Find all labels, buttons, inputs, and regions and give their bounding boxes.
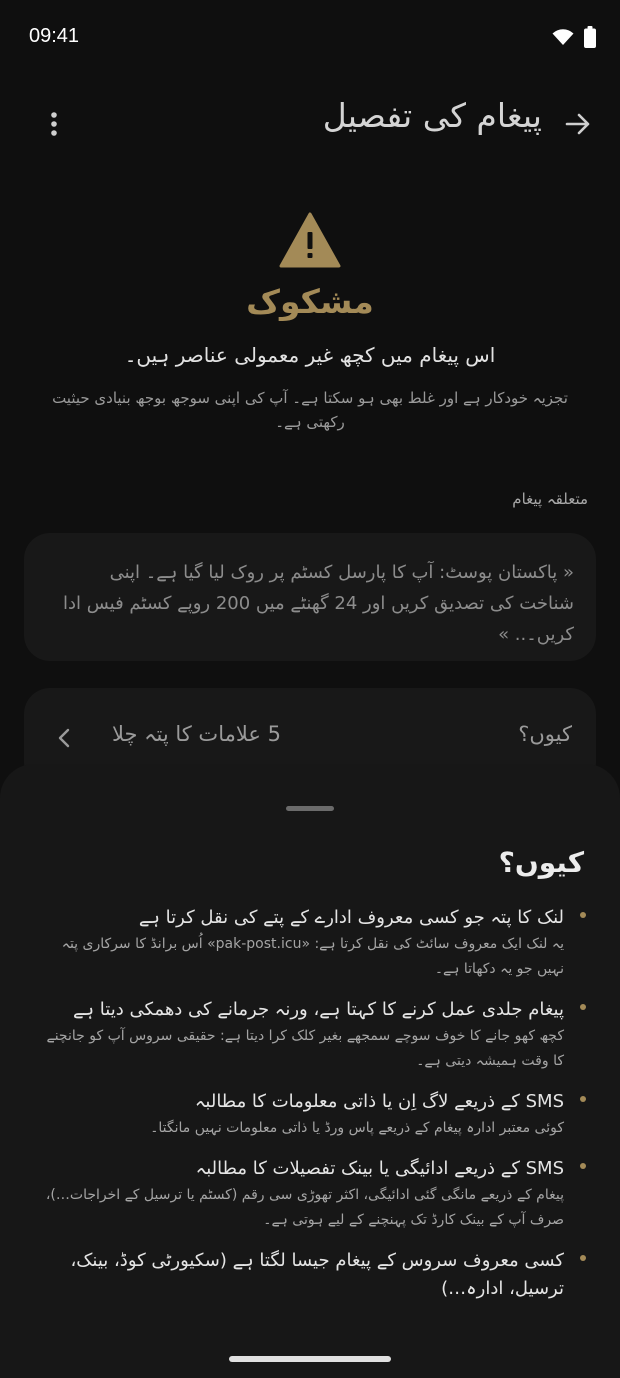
reason-bullet [580,1255,586,1261]
related-message-heading: متعلقہ پیغام [512,490,588,508]
verdict-label: مشکوک [246,282,374,321]
related-message-card [24,533,596,661]
reason-title: SMS کے ذریعے لاگ اِن یا ذاتی معلومات کا مطالبہ [194,1091,564,1112]
reason-title: پیغام جلدی عمل کرنے کا کہتا ہے، ورنہ جرمانے کی دھمکی دیتا ہے [72,999,564,1020]
more-options-button[interactable] [36,104,72,144]
reason-title: SMS کے ذریعے ادائیگی یا بینک تفصیلات کا مطالبہ [195,1158,564,1179]
reason-item [36,996,586,1074]
analysis-disclaimer: تجزیہ خودکار ہے اور غلط بھی ہو سکتا ہے۔ آپ کی اپنی سوجھ بوجھ بنیادی حیثیت رکھتی ہے۔ [52,389,568,431]
chevron-left-icon [56,726,72,750]
status-icons [552,26,596,48]
more-vertical-icon [50,111,58,137]
why-bottom-sheet [0,764,620,1378]
reason-bullet [580,1163,586,1169]
reason-item [36,1247,586,1303]
app-bar [0,92,620,156]
wifi-icon [552,28,574,46]
reason-bullet [580,1004,586,1010]
sheet-drag-handle[interactable] [286,806,334,811]
arrow-right-icon [565,112,591,136]
reason-item [36,1155,586,1233]
reason-item [36,904,586,982]
reason-item [36,1088,586,1141]
reason-title: کسی معروف سروس کے پیغام جیسا لگتا ہے (سکیورٹی کوڈ، بینک، ترسیل، ادارہ…) [70,1250,564,1299]
verdict-summary: اس پیغام میں کچھ غیر معمولی عناصر ہیں۔ [124,343,496,367]
status-time: 09:41 [29,25,80,47]
why-row-label: کیوں؟ [518,722,572,746]
reason-bullet [580,1096,586,1102]
related-message-text: « پاکستان پوسٹ: آپ کا پارسل کسٹم پر روک لیا گیا ہے۔ اپنی شناخت کی تصدیق کریں اور 24 گھنٹے میں 200 روپے کسٹم فیس ادا کریں۔.. » [62,562,574,645]
reason-description: کوئی معتبر ادارہ پیغام کے ذریعے پاس ورڈ یا ذاتی معلومات نہیں مانگتا۔ [150,1120,564,1136]
status-bar [0,0,620,76]
sheet-title: کیوں؟ [498,846,584,879]
home-indicator[interactable] [229,1356,391,1362]
reason-description: کچھ کھو جانے کا خوف سوچے سمجھے بغیر کلک کرا دیتا ہے: حقیقی سروس آپ کو جانچنے کا وقت ہمیشہ دیتی ہے۔ [46,1028,564,1069]
warning-triangle-icon [279,212,341,268]
back-button[interactable] [558,104,598,144]
reason-bullet [580,912,586,918]
page-title: پیغام کی تفصیل [322,96,542,135]
reason-title: لنک کا پتہ جو کسی معروف ادارے کے پتے کی نقل کرتا ہے [138,907,564,928]
battery-icon [584,26,596,48]
reasons-list [36,904,586,1317]
signals-count: 5 علامات کا پتہ چلا [112,722,281,746]
reason-description: یہ لنک ایک معروف سائٹ کی نقل کرتا ہے: «pak-post.icu» اُس برانڈ کا سرکاری پتہ نہیں جو یہ دکھاتا ہے۔ [61,936,564,977]
reason-description: پیغام کے ذریعے مانگی گئی ادائیگی، اکثر تھوڑی سی رقم (کسٹم یا ترسیل کے اخراجات…)، صرف آپ کے بینک کارڈ تک پہنچنے کے لیے ہوتی ہے۔ [45,1187,564,1228]
